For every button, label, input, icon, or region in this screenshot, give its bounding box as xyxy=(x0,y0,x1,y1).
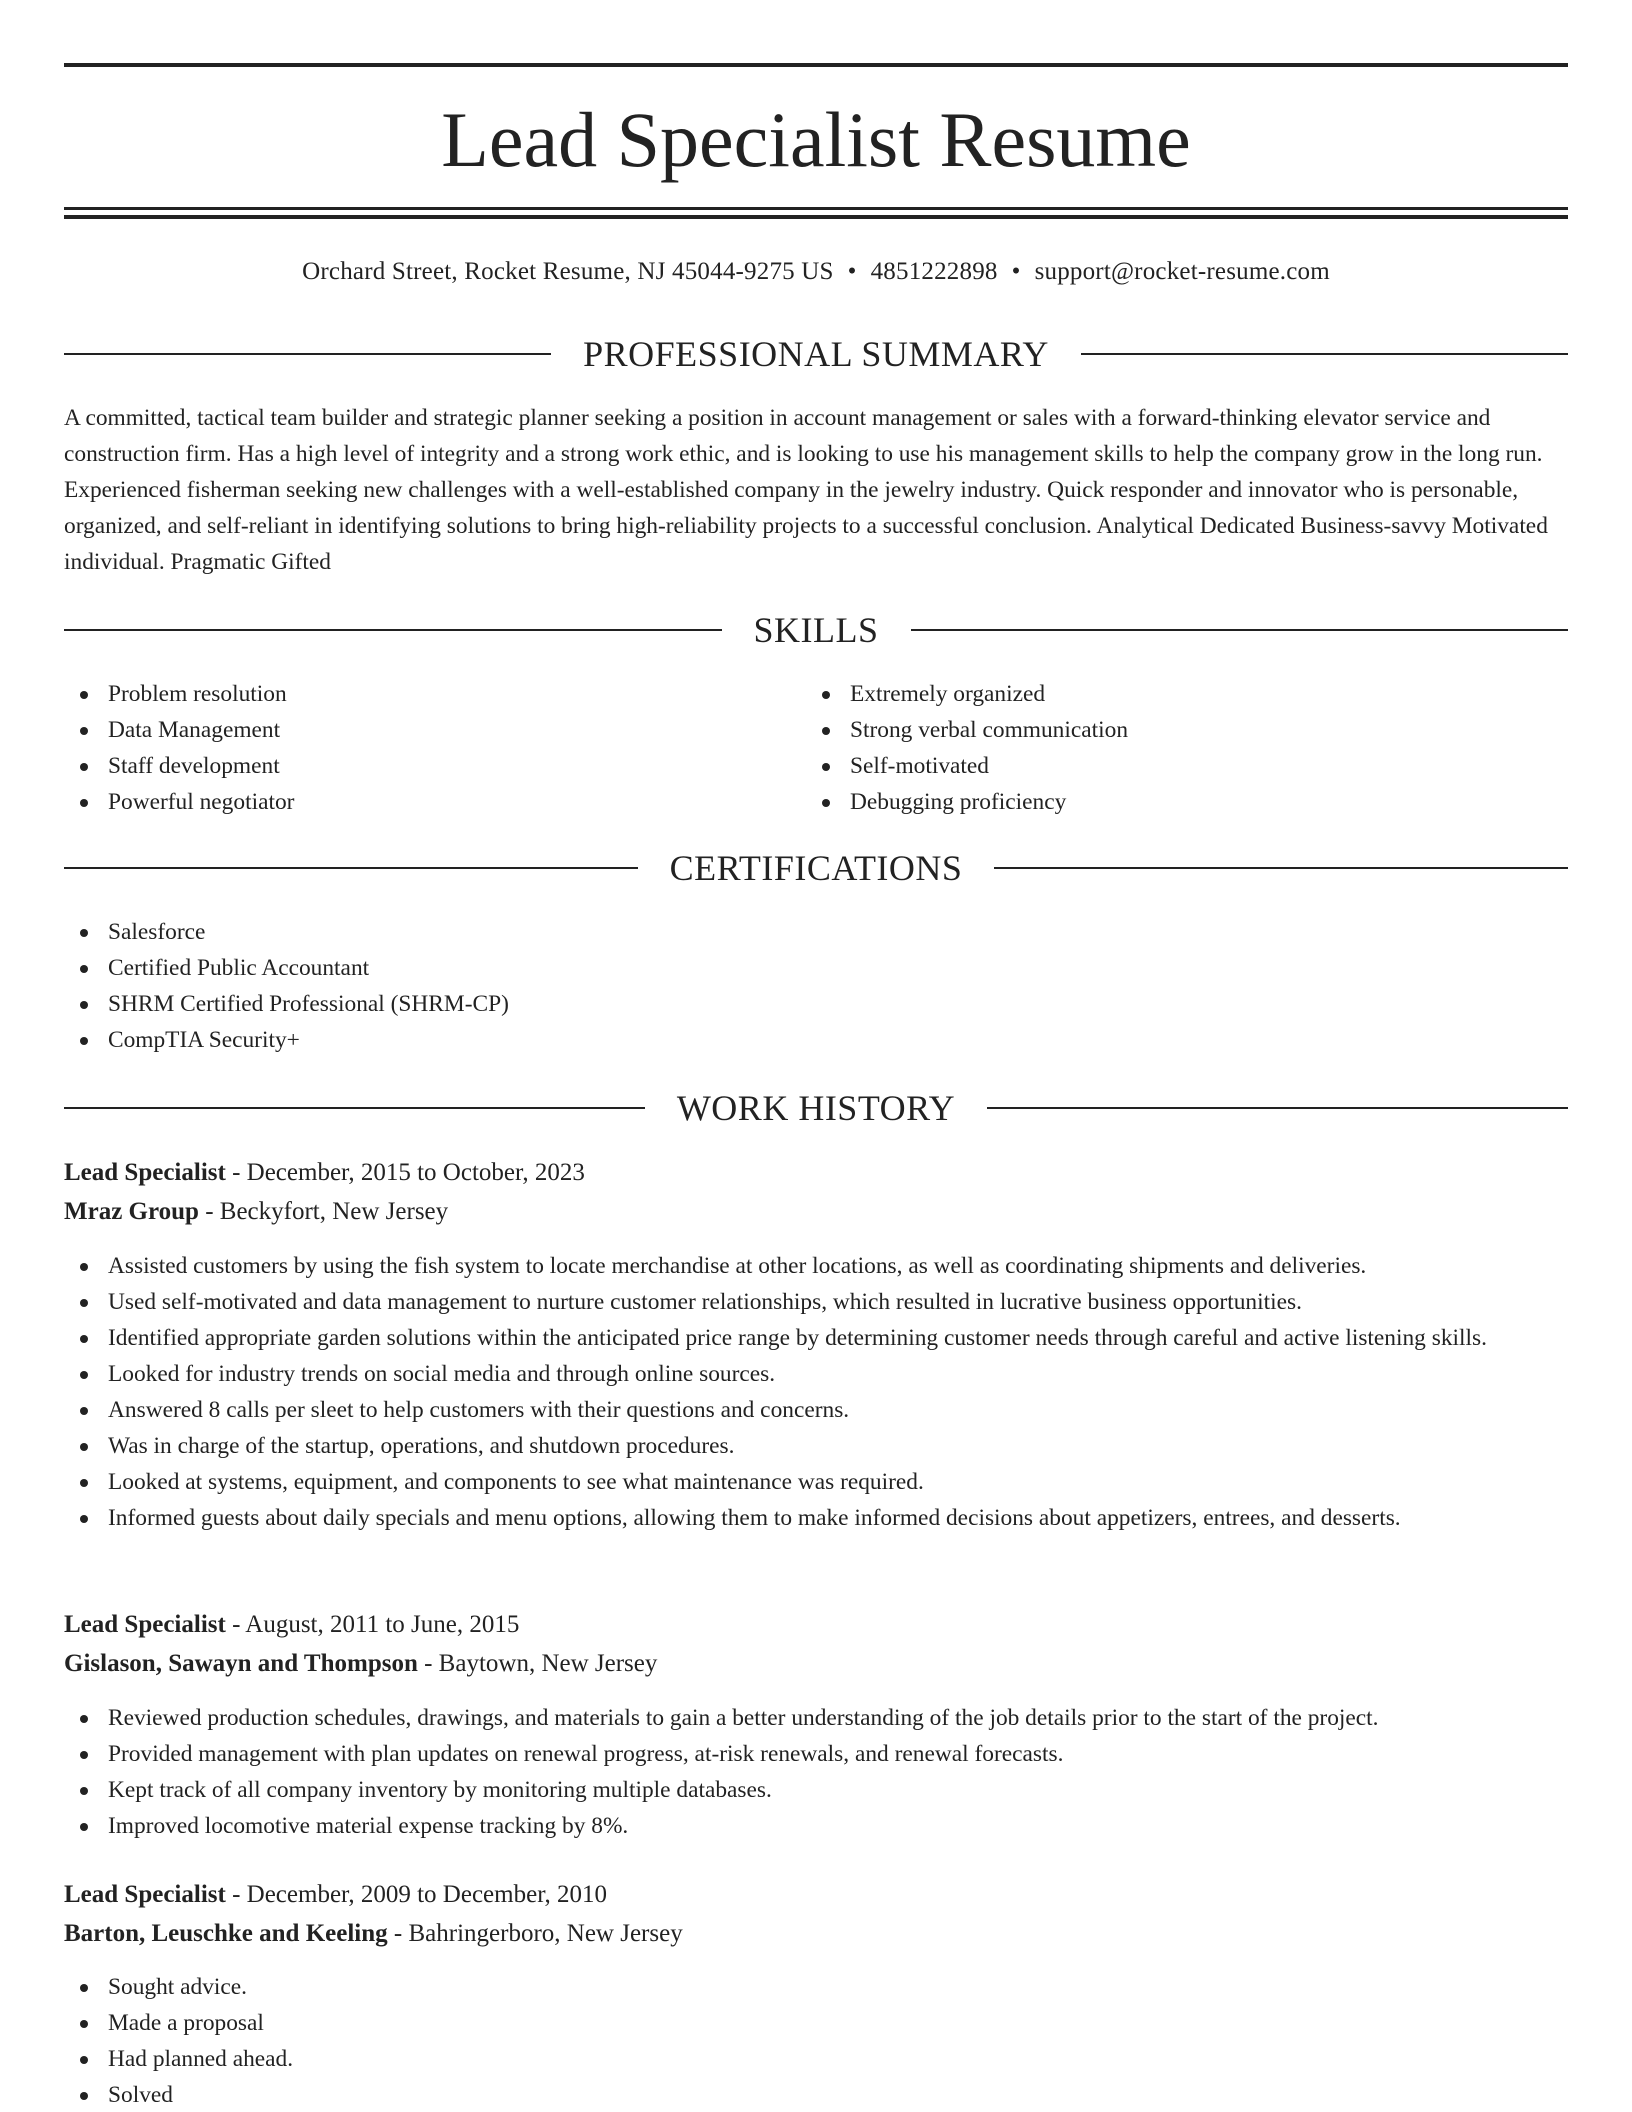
skills-list-left xyxy=(64,676,804,820)
job-title-line xyxy=(64,1153,1568,1192)
job-bullet: Informed guests about daily specials and menu options, allowing them to make informed decisions about appetizers, entrees, and desserts. xyxy=(64,1500,1568,1536)
skill-item: Problem resolution xyxy=(64,676,804,712)
job-bullet: Answered 8 calls per sleet to help customers with their questions and concerns. xyxy=(64,1392,1568,1428)
contact-line xyxy=(64,252,1568,292)
job-dates: - August, 2011 to June, 2015 xyxy=(225,1611,520,1638)
heading-rule xyxy=(64,867,638,869)
certifications-heading-label: CERTIFICATIONS xyxy=(669,848,963,888)
job-company-line xyxy=(64,1192,1568,1231)
job-company: Barton, Leuschke and Keeling xyxy=(64,1920,388,1947)
job-bullet: Looked for industry trends on social media and through online sources. xyxy=(64,1356,1568,1392)
skill-item: Data Management xyxy=(64,712,804,748)
contact-email: support@rocket-resume.com xyxy=(1034,258,1330,285)
job-bullet: Used self-motivated and data management to nurture customer relationships, which resulted in lucrative business opportunities. xyxy=(64,1284,1568,1320)
certification-item: SHRM Certified Professional (SHRM-CP) xyxy=(64,986,1064,1022)
job-dates: - December, 2015 to October, 2023 xyxy=(225,1159,585,1186)
contact-address: Orchard Street, Rocket Resume, NJ 45044-9275 US xyxy=(302,258,834,285)
job-bullet: Identified appropriate garden solutions within the anticipated price range by determining customer needs through careful and active listening skills. xyxy=(64,1320,1568,1356)
job-title-line xyxy=(64,1875,1568,1914)
skill-item: Staff development xyxy=(64,748,804,784)
job-bullet: Kept track of all company inventory by monitoring multiple databases. xyxy=(64,1772,1568,1808)
skill-item: Extremely organized xyxy=(806,676,1566,712)
job-bullet-list xyxy=(64,1248,1568,1536)
job-bullet: Reviewed production schedules, drawings, and materials to gain a better understanding of the job details prior to the start of the project. xyxy=(64,1700,1568,1736)
skill-item: Powerful negotiator xyxy=(64,784,804,820)
job-bullet: Solved xyxy=(64,2077,1568,2112)
skills-section-heading xyxy=(64,605,1568,655)
job-location: - Beckyfort, New Jersey xyxy=(198,1198,449,1225)
job-dates: - December, 2009 to December, 2010 xyxy=(225,1881,608,1908)
job-bullet: Was in charge of the startup, operations, and shutdown procedures. xyxy=(64,1428,1568,1464)
skill-item: Strong verbal communication xyxy=(806,712,1566,748)
contact-separator: • xyxy=(847,258,857,285)
work-history-heading-label: WORK HISTORY xyxy=(676,1088,956,1128)
work-history-section-heading xyxy=(64,1083,1568,1133)
job-bullet: Had planned ahead. xyxy=(64,2041,1568,2077)
summary-text: A committed, tactical team builder and strategic planner seeking a position in account management or sales with a forward-thinking elevator service and construction firm. Has a high level of integrity and a strong work ethic, and is looking to use his management skills to help the company grow in the long run. Experienced fisherman seeking new challenges with a well-established company in the jewelry industry. Quick responder and innovator who is personable, organized, and self-reliant in identifying solutions to bring high-reliability projects to a successful conclusion. Analytical Dedicated Business-savvy Motivated individual. Pragmatic Gifted xyxy=(64,405,1548,575)
job-location: - Bahringerboro, New Jersey xyxy=(387,1920,683,1947)
certification-item: CompTIA Security+ xyxy=(64,1022,1064,1058)
skills-heading-label: SKILLS xyxy=(753,610,879,650)
job-bullet: Assisted customers by using the fish system to locate merchandise at other locations, as well as coordinating shipments and deliveries. xyxy=(64,1248,1568,1284)
contact-separator: • xyxy=(1011,258,1021,285)
job-bullet: Provided management with plan updates on renewal progress, at-risk renewals, and renewal forecasts. xyxy=(64,1736,1568,1772)
job-location: - Baytown, New Jersey xyxy=(417,1650,658,1677)
summary-heading-label: PROFESSIONAL SUMMARY xyxy=(583,334,1049,374)
top-rule xyxy=(64,63,1568,67)
summary-section-heading xyxy=(64,329,1568,379)
job-bullet: Sought advice. xyxy=(64,1969,1568,2005)
job-title-line xyxy=(64,1605,1568,1644)
heading-rule xyxy=(64,1107,645,1109)
certification-item: Certified Public Accountant xyxy=(64,950,1064,986)
job-bullet: Improved locomotive material expense tracking by 8%. xyxy=(64,1808,1568,1844)
job-company: Mraz Group xyxy=(64,1198,199,1225)
skills-list-right xyxy=(806,676,1566,820)
skill-item: Self-motivated xyxy=(806,748,1566,784)
contact-phone: 4851222898 xyxy=(870,258,998,285)
heading-rule xyxy=(987,1107,1568,1109)
heading-rule xyxy=(911,629,1569,631)
job-title: Lead Specialist xyxy=(64,1611,226,1638)
certifications-section-heading xyxy=(64,843,1568,893)
heading-rule xyxy=(64,353,551,355)
heading-rule xyxy=(994,867,1568,869)
title-double-rule xyxy=(64,207,1568,219)
job-bullet-list xyxy=(64,1700,1568,1844)
certifications-list xyxy=(64,914,1064,1058)
job-title: Lead Specialist xyxy=(64,1881,226,1908)
job-company: Gislason, Sawayn and Thompson xyxy=(64,1650,418,1677)
job-company-line xyxy=(64,1644,1568,1683)
heading-rule xyxy=(64,629,722,631)
certification-item: Salesforce xyxy=(64,914,1064,950)
job-bullet-list xyxy=(64,1969,1568,2112)
skill-item: Debugging proficiency xyxy=(806,784,1566,820)
job-title: Lead Specialist xyxy=(64,1159,226,1186)
job-company-line xyxy=(64,1914,1568,1953)
job-bullet: Made a proposal xyxy=(64,2005,1568,2041)
job-bullet: Looked at systems, equipment, and components to see what maintenance was required. xyxy=(64,1464,1568,1500)
resume-title: Lead Specialist Resume xyxy=(441,96,1191,183)
heading-rule xyxy=(1081,353,1568,355)
